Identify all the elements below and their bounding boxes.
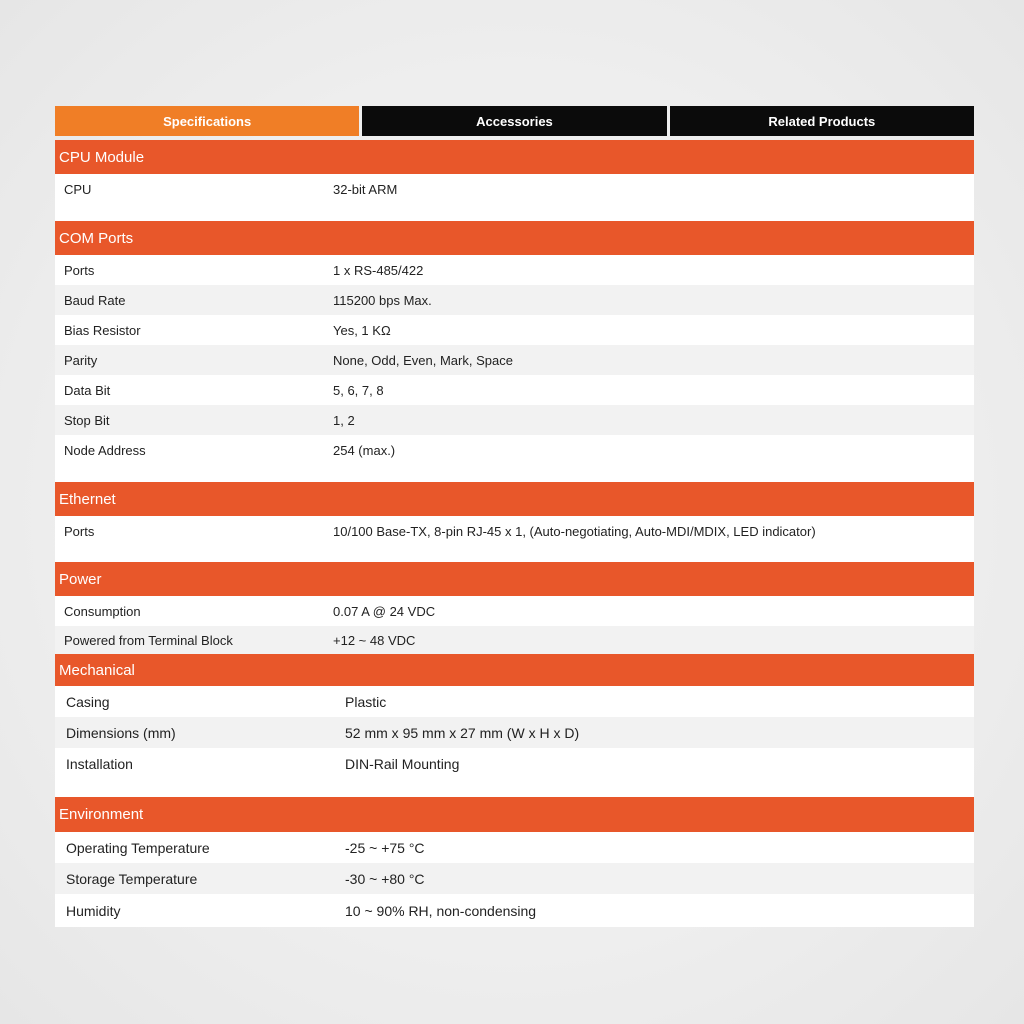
spec-label: Casing — [66, 693, 110, 710]
spec-label: Consumption — [64, 603, 141, 619]
tab-accessories[interactable]: Accessories — [362, 106, 666, 136]
spec-value: Yes, 1 KΩ — [333, 322, 391, 338]
section-header-mechanical: Mechanical — [55, 654, 974, 686]
spec-value: 10 ~ 90% RH, non-condensing — [345, 902, 537, 919]
spec-label: Humidity — [66, 902, 121, 919]
section-header-com-ports: COM Ports — [55, 221, 974, 255]
table-row — [55, 863, 974, 894]
spec-label: Parity — [64, 352, 98, 368]
spec-value: 115200 bps Max. — [333, 292, 432, 308]
spec-label: Storage Temperature — [66, 870, 198, 887]
spec-value: -30 ~ +80 °C — [345, 870, 425, 887]
table-row — [55, 174, 974, 204]
section-spacer — [55, 546, 974, 562]
table-row — [55, 894, 974, 927]
spec-value: 1, 2 — [333, 412, 355, 428]
spec-label: Node Address — [64, 442, 146, 458]
spec-label: Operating Temperature — [66, 839, 210, 856]
spec-label: Baud Rate — [64, 292, 126, 308]
spec-value: +12 ~ 48 VDC — [333, 632, 416, 648]
spec-value: 0.07 A @ 24 VDC — [333, 603, 436, 619]
spec-label: Ports — [64, 262, 95, 278]
spec-label: Ports — [64, 523, 95, 539]
spec-label: Bias Resistor — [64, 322, 141, 338]
table-row — [55, 375, 974, 405]
lower-spec-group — [55, 654, 974, 927]
spec-value: 32-bit ARM — [333, 181, 398, 197]
spec-label: CPU — [64, 181, 92, 197]
spec-label: Stop Bit — [64, 412, 110, 428]
spec-value: 1 x RS-485/422 — [333, 262, 424, 278]
table-row — [55, 345, 974, 375]
spec-value: Plastic — [345, 693, 387, 710]
table-row — [55, 626, 974, 654]
table-row — [55, 405, 974, 435]
spec-value: 52 mm x 95 mm x 27 mm (W x H x D) — [345, 724, 580, 741]
tab-related-products[interactable]: Related Products — [670, 106, 974, 136]
table-row — [55, 285, 974, 315]
spec-value: 10/100 Base-TX, 8-pin RJ-45 x 1, (Auto-negotiating, Auto-MDI/MDIX, LED indicator) — [333, 523, 816, 539]
spec-value: -25 ~ +75 °C — [345, 839, 425, 856]
tab-specifications[interactable]: Specifications — [55, 106, 359, 136]
table-row — [55, 596, 974, 626]
table-row — [55, 748, 974, 779]
table-row — [55, 315, 974, 345]
table-row — [55, 717, 974, 748]
spec-panel — [55, 106, 974, 927]
section-header-cpu-module: CPU Module — [55, 140, 974, 174]
spec-label: Data Bit — [64, 382, 111, 398]
section-header-environment: Environment — [55, 797, 974, 832]
spec-label: Dimensions (mm) — [66, 724, 176, 741]
spec-label: Installation — [66, 755, 133, 772]
table-row — [55, 516, 974, 546]
section-spacer — [55, 779, 974, 797]
spec-label: Powered from Terminal Block — [64, 632, 233, 648]
section-header-power: Power — [55, 562, 974, 596]
table-row — [55, 435, 974, 465]
spec-value: DIN-Rail Mounting — [345, 755, 460, 772]
table-row — [55, 832, 974, 863]
spec-value: 254 (max.) — [333, 442, 396, 458]
section-spacer — [55, 204, 974, 221]
section-spacer — [55, 465, 974, 482]
spec-value: 5, 6, 7, 8 — [333, 382, 384, 398]
table-row — [55, 255, 974, 285]
spec-value: None, Odd, Even, Mark, Space — [333, 352, 513, 368]
section-header-ethernet: Ethernet — [55, 482, 974, 516]
table-row — [55, 686, 974, 717]
tab-bar — [55, 106, 974, 136]
